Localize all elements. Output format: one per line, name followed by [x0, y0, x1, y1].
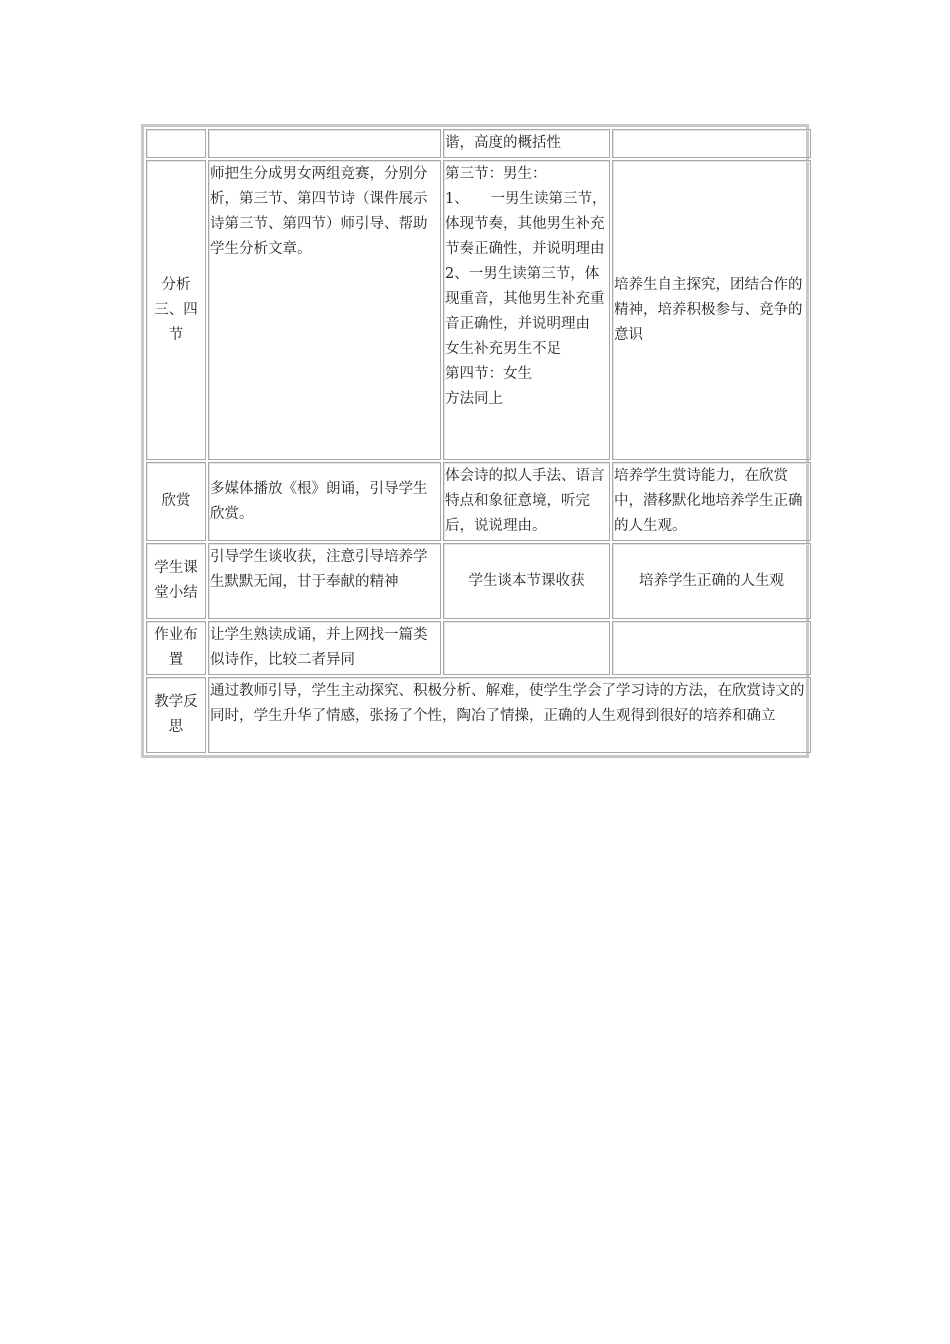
student-activity-line: 第四节：女生 — [445, 366, 532, 382]
design-intent-cell — [612, 129, 811, 158]
student-activity-cell — [443, 621, 610, 675]
reflection-cell: 通过教师引导，学生主动探究、积极分析、解难，使学生学会了学习诗的方法，在欣赏诗文的同时，学生升华了情感，张扬了个性，陶冶了情操，正确的人生观得到很好的培养和确立 — [208, 677, 811, 753]
student-activity-line: 方法同上 — [445, 391, 503, 407]
student-activity-line: 1、 一男生读第三节，体现节奏，其他男生补充节奏正确性，并说明理由 — [445, 191, 607, 257]
design-intent-cell — [612, 621, 811, 675]
row-label: 教学反思 — [146, 677, 206, 753]
student-activity-cell: 体会诗的拟人手法、语言特点和象征意境，听完后，说说理由。 — [443, 462, 610, 541]
table-row — [146, 160, 811, 460]
teacher-activity-cell: 让学生熟读成诵，并上网找一篇类似诗作，比较二者异同 — [208, 621, 441, 675]
student-activity-cell: 学生谈本节课收获 — [443, 543, 610, 619]
student-activity-cell: 谐，高度的概括性 — [443, 129, 610, 158]
design-intent-cell: 培养学生正确的人生观 — [612, 543, 811, 619]
teacher-activity-cell — [208, 129, 441, 158]
table-row — [146, 621, 811, 675]
teacher-activity-cell: 师把生分成男女两组竞赛，分别分析，第三节、第四节诗（课件展示诗第三节、第四节）师引导、帮助学生分析文章。 — [208, 160, 441, 460]
teacher-activity-cell: 引导学生谈收获，注意引导培养学生默默无闻，甘于奉献的精神 — [208, 543, 441, 619]
table-row — [146, 677, 811, 753]
row-label: 欣赏 — [146, 462, 206, 541]
teacher-activity-cell: 多媒体播放《根》朗诵，引导学生欣赏。 — [208, 462, 441, 541]
lesson-plan-table-frame — [141, 124, 809, 758]
row-label: 作业布置 — [146, 621, 206, 675]
lesson-plan-table — [144, 127, 813, 755]
student-activity-line: 2、一男生读第三节，体现重音，其他男生补充重音正确性，并说明理由 — [445, 266, 605, 332]
row-label — [146, 129, 206, 158]
student-activity-line: 女生补充男生不足 — [445, 341, 561, 357]
design-intent-cell: 培养生自主探究，团结合作的精神，培养积极参与、竞争的意识 — [612, 160, 811, 460]
row-label: 分析三、四节 — [146, 160, 206, 460]
table-row — [146, 462, 811, 541]
design-intent-cell: 培养学生赏诗能力，在欣赏中，潜移默化地培养学生正确的人生观。 — [612, 462, 811, 541]
student-activity-cell — [443, 160, 610, 460]
row-label: 学生课堂小结 — [146, 543, 206, 619]
table-row — [146, 543, 811, 619]
table-row — [146, 129, 811, 158]
student-activity-line: 第三节：男生： — [445, 166, 547, 182]
